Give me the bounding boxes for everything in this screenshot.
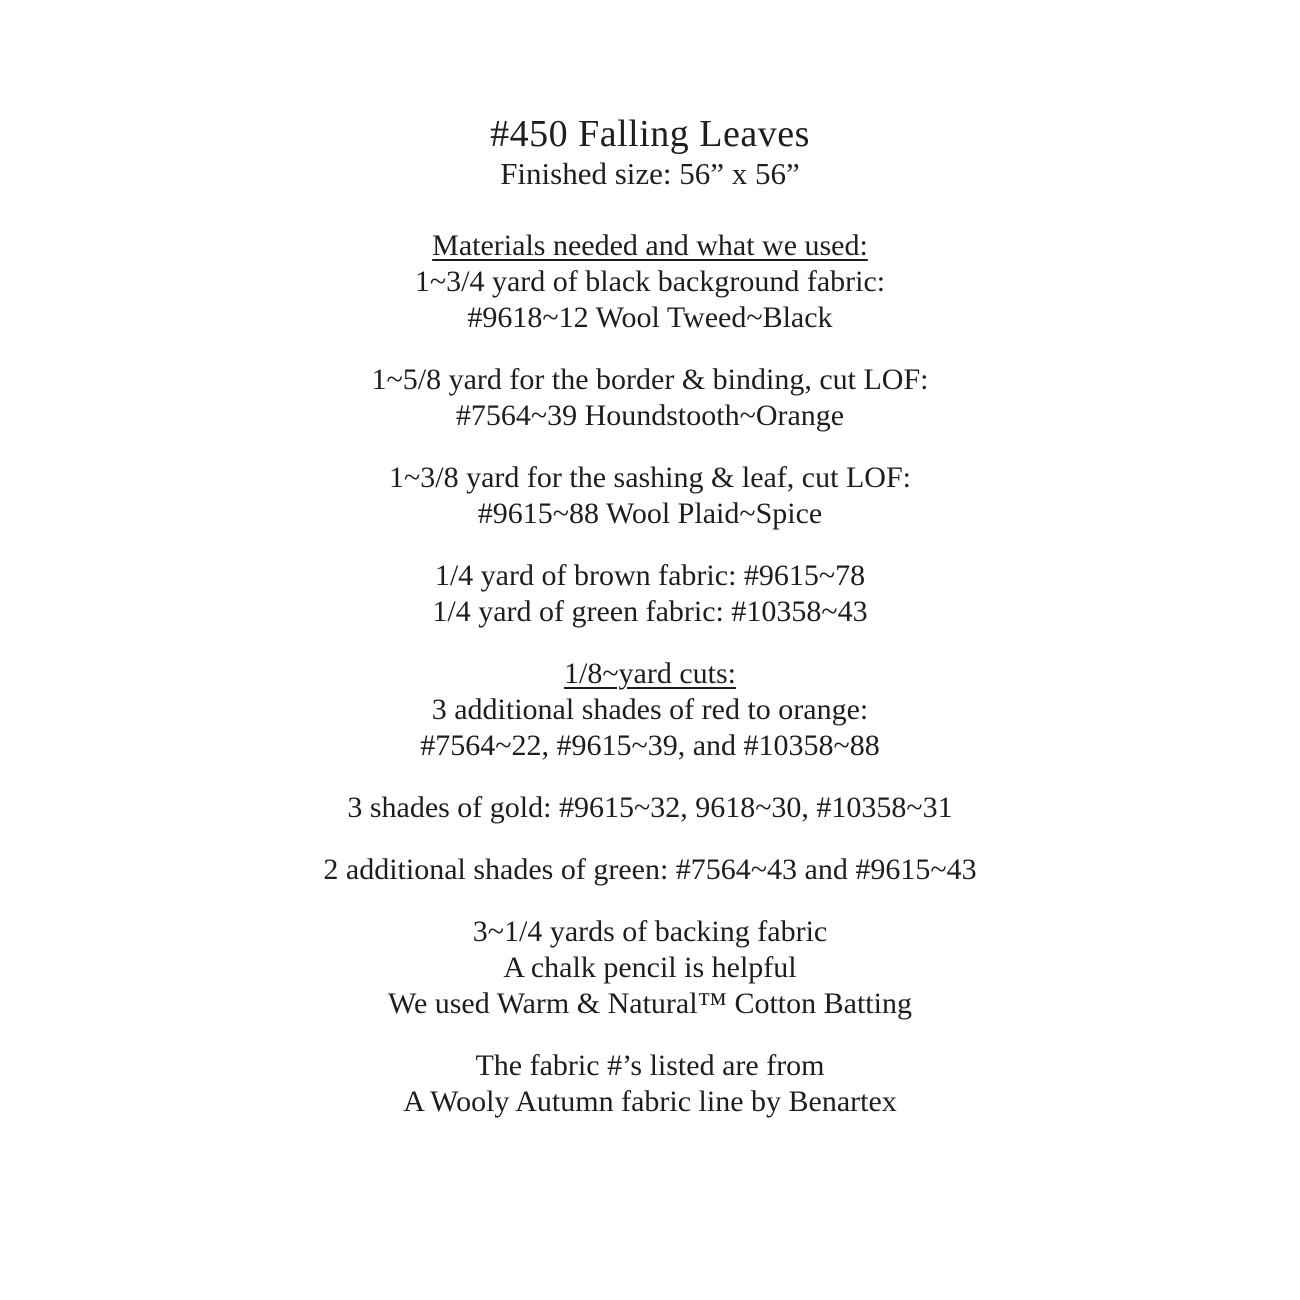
section-sashing-leaf bbox=[0, 460, 1300, 532]
material-line: 3 additional shades of red to orange: bbox=[431, 693, 869, 726]
section-green-shades bbox=[0, 852, 1300, 888]
material-line: 1~3/8 yard for the sashing & leaf, cut LOF: bbox=[389, 461, 911, 494]
material-line: #9618~12 Wool Tweed~Black bbox=[467, 301, 833, 334]
section-backing-notions bbox=[0, 914, 1300, 1022]
material-line: #9615~88 Wool Plaid~Spice bbox=[477, 497, 823, 530]
note-line: The fabric #’s listed are from bbox=[475, 1049, 825, 1082]
material-line: 3~1/4 yards of backing fabric bbox=[472, 915, 828, 948]
material-line: We used Warm & Natural™ Cotton Batting bbox=[388, 987, 912, 1020]
material-line: 2 additional shades of green: #7564~43 and #9615~43 bbox=[323, 853, 977, 886]
material-line: 1~5/8 yard for the border & binding, cut LOF: bbox=[371, 363, 929, 396]
material-line: A chalk pencil is helpful bbox=[503, 951, 797, 984]
materials-heading: Materials needed and what we used: bbox=[432, 229, 868, 262]
note-line: A Wooly Autumn fabric line by Benartex bbox=[403, 1085, 897, 1118]
section-fabric-line-note bbox=[0, 1048, 1300, 1120]
material-line: 1/4 yard of brown fabric: #9615~78 bbox=[434, 559, 866, 592]
eighth-yard-cuts-heading: 1/8~yard cuts: bbox=[563, 657, 737, 690]
title-block bbox=[0, 112, 1300, 192]
material-line: 1~3/4 yard of black background fabric: bbox=[414, 265, 886, 298]
section-gold-shades bbox=[0, 790, 1300, 826]
section-background-fabric bbox=[0, 228, 1300, 336]
material-line: 1/4 yard of green fabric: #10358~43 bbox=[432, 595, 868, 628]
material-line: 3 shades of gold: #9615~32, 9618~30, #10358~31 bbox=[347, 791, 953, 824]
pattern-title: #450 Falling Leaves bbox=[490, 113, 810, 155]
material-line: #7564~22, #9615~39, and #10358~88 bbox=[420, 729, 880, 762]
section-quarter-yards bbox=[0, 558, 1300, 630]
section-eighth-yard-cuts bbox=[0, 656, 1300, 764]
material-line: #7564~39 Houndstooth~Orange bbox=[455, 399, 845, 432]
finished-size: Finished size: 56” x 56” bbox=[500, 156, 800, 191]
section-border-binding bbox=[0, 362, 1300, 434]
